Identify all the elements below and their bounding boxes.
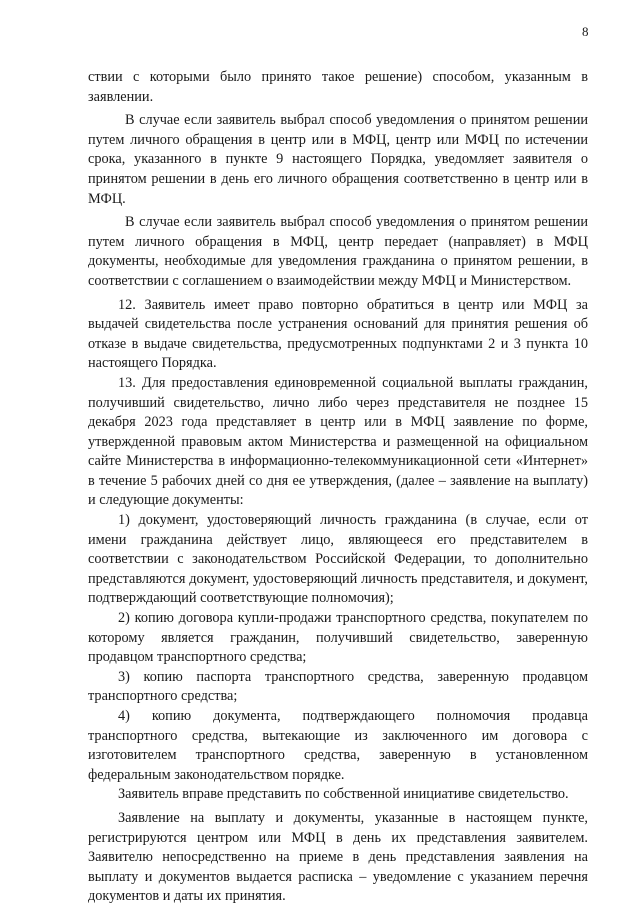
paragraph-notification-personal: В случае если заявитель выбрал способ уведомления о принятом решении путем личного обращения в центр или в МФЦ, центр или МФЦ по истечении срока, указанного в пункте 9 настоящего Порядка, уведомляет заявителя о принятом решении в день его личного обращения соответственно в центр или в МФЦ. bbox=[88, 112, 588, 207]
page-number: 8 bbox=[582, 24, 589, 39]
paragraph-12: 12. Заявитель имеет право повторно обратиться в центр или МФЦ за выдачей свидетельства после устранения оснований для принятия решения об отказе в выдаче свидетельства, предусмотренных подпунктами 2 и 3 пункта 10 настоящего Порядка. bbox=[88, 296, 588, 372]
document-body bbox=[88, 68, 588, 907]
list-item-2: 2) копию договора купли-продажи транспортного средства, покупателем по которому является гражданин, получивший свидетельство, заверенную продавцом транспортного средства; bbox=[88, 610, 588, 666]
list-item-3: 3) копию паспорта транспортного средства, заверенную продавцом транспортного средства; bbox=[88, 668, 588, 705]
list-item-4: 4) копию документа, подтверждающего полномочия продавца транспортного средства, вытекающие из заключенного им договора с изготовителем транспортного средства, заверенную в установленном федеральным законодательством порядке. bbox=[88, 708, 588, 783]
list-item-1: 1) документ, удостоверяющий личность гражданина (в случае, если от имени гражданина действует лицо, являющееся его представителем в соответствии с законодательством Российской Федерации, то дополнительно представляются документ, удостоверяющий личность представителя, и документ, подтверждающий соответствующие полномочия); bbox=[88, 512, 588, 607]
paragraph-notification-mfc: В случае если заявитель выбрал способ уведомления о принятом решении путем личного обращения в МФЦ, центр передает (направляет) в МФЦ документы, необходимые для уведомления гражданина о принятом решении, в соответствии с соглашением о взаимодействии между МФЦ и Министерством. bbox=[88, 214, 588, 289]
paragraph-registration: Заявление на выплату и документы, указанные в настоящем пункте, регистрируются центром или МФЦ в день их представления заявителем. Заявителю непосредственно на приеме в день представления заявления на выплату и документов выдается расписка – уведомление с указанием перечня документов и даты их принятия. bbox=[88, 809, 588, 905]
paragraph-own-initiative: Заявитель вправе представить по собственной инициативе свидетельство. bbox=[118, 786, 569, 803]
paragraph-13: 13. Для предоставления единовременной социальной выплаты гражданин, получивший свидетельство, лично либо через представителя не позднее 15 декабря 2023 года представляет в центр или в МФЦ заявление по форме, утвержденной правовым актом Министерства и размещенной на официальном сайте Министерства в информационно-телекоммуникационной сети «Интернет» в течение 5 рабочих дней со дня ее утверждения, (далее – заявление на выплату) и следующие документы: bbox=[88, 374, 588, 509]
paragraph-continuation: ствии с которыми было принято такое решение) способом, указанным в заявлении. bbox=[88, 69, 588, 105]
